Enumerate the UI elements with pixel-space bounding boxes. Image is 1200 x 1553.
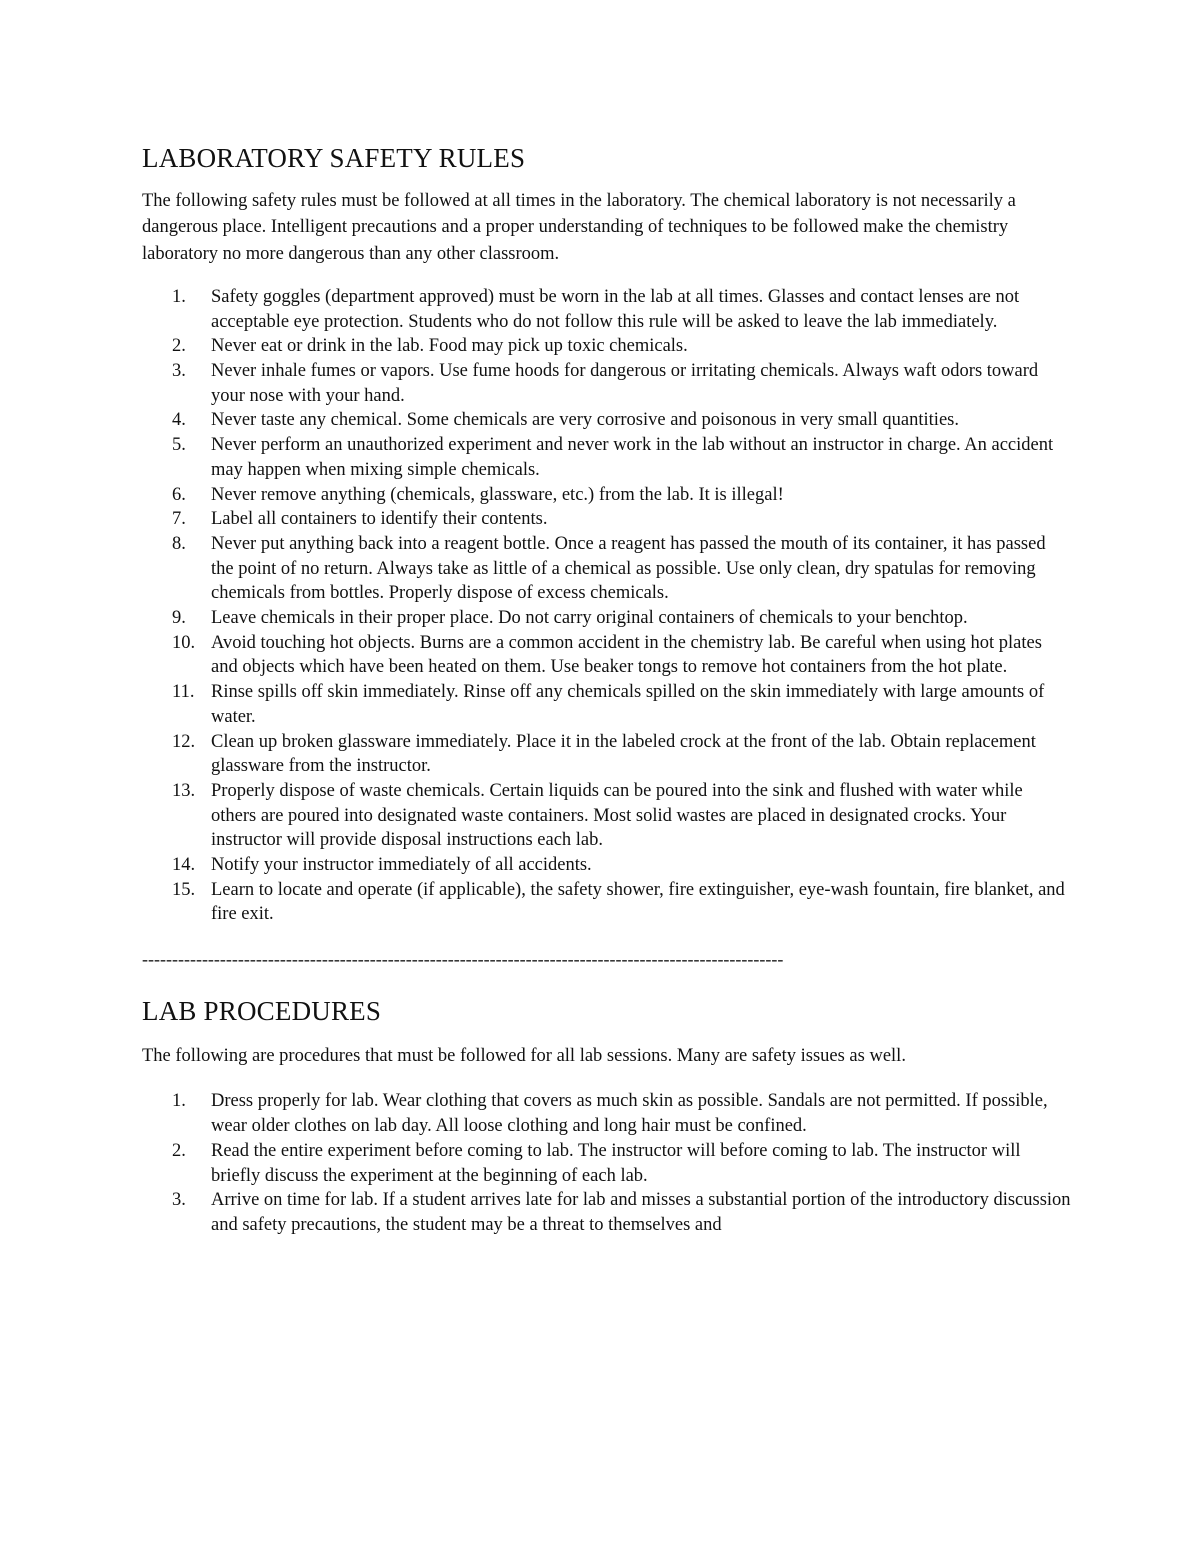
- item-text: Label all containers to identify their contents.: [211, 509, 548, 530]
- item-text: Never inhale fumes or vapors. Use fume hoods for dangerous or irritating chemicals. Always waft odors toward your nose with your hand.: [211, 361, 1039, 406]
- item-number: 3.: [172, 1190, 186, 1211]
- safety-rules-list: [142, 285, 1072, 927]
- item-number: 8.: [172, 533, 186, 554]
- item-number: 3.: [172, 361, 186, 381]
- item-text: Never eat or drink in the lab. Food may pick up toxic chemicals.: [211, 336, 688, 357]
- item-text: Dress properly for lab. Wear clothing that covers as much skin as possible. Sandals are not permitted. If possible, wear older clothes on lab day. All loose clothing and long hair must be confined.: [211, 1091, 1048, 1137]
- item-number: 6.: [172, 484, 186, 505]
- item-text: Leave chemicals in their proper place. Do not carry original containers of chemicals to your benchtop.: [211, 608, 968, 629]
- item-text: Avoid touching hot objects. Burns are a common accident in the chemistry lab. Be careful when using hot plates and objects which have been heated on them. Use beaker tongs to remove hot containers from the hot plate.: [211, 632, 1042, 678]
- item-text: Learn to locate and operate (if applicable), the safety shower, fire extinguisher, eye-wash fountain, fire blanket, and fire exit.: [211, 879, 1065, 925]
- item-text: Notify your instructor immediately of all accidents.: [211, 855, 592, 876]
- list-item: [142, 631, 1072, 680]
- item-text: Never perform an unauthorized experiment and never work in the lab without an instructor in charge. An accident may happen when mixing simple chemicals.: [211, 435, 1054, 480]
- item-number: 2.: [172, 1140, 186, 1161]
- item-text: Properly dispose of waste chemicals. Certain liquids can be poured into the sink and flushed with water while others are poured into designated waste containers. Most solid wastes are placed in designated crocks. Your instructor will provide disposal instructions each lab.: [211, 780, 1023, 851]
- item-text: Never put anything back into a reagent bottle. Once a reagent has passed the mouth of its container, it has passed the point of no return. Always take as little of a chemical as possible. Use only clean, dry spatulas for removing chemicals from bottles. Properly dispose of excess chemicals.: [211, 533, 1046, 604]
- item-number: 1.: [172, 286, 186, 307]
- item-number: 2.: [172, 336, 186, 357]
- item-number: 9.: [172, 608, 186, 629]
- lab-procedures-intro: The following are procedures that must be followed for all lab sessions. Many are safety issues as well.: [142, 1046, 906, 1067]
- item-text: Read the entire experiment before coming to lab. The instructor will before coming to lab. The instructor will briefly discuss the experiment at the beginning of each lab.: [211, 1140, 1021, 1186]
- item-text: Arrive on time for lab. If a student arrives late for lab and misses a substantial portion of the introductory discussion and safety precautions, the student may be a threat to themselves and: [211, 1190, 1071, 1235]
- list-item: [142, 680, 1072, 729]
- list-item: [142, 1089, 1072, 1138]
- list-item: [142, 408, 1072, 433]
- item-number: 12.: [172, 731, 196, 752]
- item-number: 5.: [172, 435, 186, 456]
- item-number: 4.: [172, 410, 186, 431]
- item-number: 13.: [172, 780, 196, 801]
- list-item: [142, 285, 1072, 334]
- item-text: Never remove anything (chemicals, glassware, etc.) from the lab. It is illegal!: [211, 484, 784, 505]
- lab-procedures-list: [142, 1089, 1072, 1237]
- list-item: [142, 1139, 1072, 1188]
- item-number: 15.: [172, 879, 196, 900]
- list-item: [142, 359, 1072, 408]
- item-number: 1.: [172, 1091, 186, 1112]
- document-page: [142, 140, 1072, 1238]
- item-text: Rinse spills off skin immediately. Rinse off any chemicals spilled on the skin immediately with large amounts of water.: [211, 682, 1045, 727]
- section-divider: -----------------------------------------------------------------------------------------------------------: [142, 949, 784, 970]
- item-number: 11.: [172, 682, 195, 703]
- list-item: [142, 853, 1072, 878]
- list-item: [142, 878, 1072, 927]
- safety-rules-title: LABORATORY SAFETY RULES: [142, 143, 526, 173]
- list-item: [142, 483, 1072, 508]
- list-item: [142, 433, 1072, 482]
- safety-rules-section: [142, 140, 1072, 927]
- list-item: [142, 532, 1072, 606]
- item-text: Never taste any chemical. Some chemicals are very corrosive and poisonous in very small quantities.: [211, 410, 959, 431]
- list-item: [142, 779, 1072, 853]
- list-item: [142, 334, 1072, 359]
- lab-procedures-section: [142, 993, 1072, 1238]
- safety-rules-intro: The following safety rules must be followed at all times in the laboratory. The chemical laboratory is not necessarily a dangerous place. Intelligent precautions and a proper understanding of techniques to be followed make the chemistry laboratory no more dangerous than any other classroom.: [142, 191, 1016, 264]
- list-item: [142, 1188, 1072, 1237]
- lab-procedures-title: LAB PROCEDURES: [142, 996, 382, 1027]
- list-item: [142, 730, 1072, 779]
- item-number: 7.: [172, 509, 186, 530]
- item-text: Safety goggles (department approved) must be worn in the lab at all times. Glasses and contact lenses are not acceptable eye protection. Students who do not follow this rule will be asked to leave the lab immediately.: [211, 286, 1020, 332]
- list-item: [142, 606, 1072, 631]
- item-number: 14.: [172, 855, 196, 876]
- item-number: 10.: [172, 632, 196, 653]
- list-item: [142, 507, 1072, 532]
- item-text: Clean up broken glassware immediately. Place it in the labeled crock at the front of the lab. Obtain replacement glassware from the instructor.: [211, 731, 1036, 777]
